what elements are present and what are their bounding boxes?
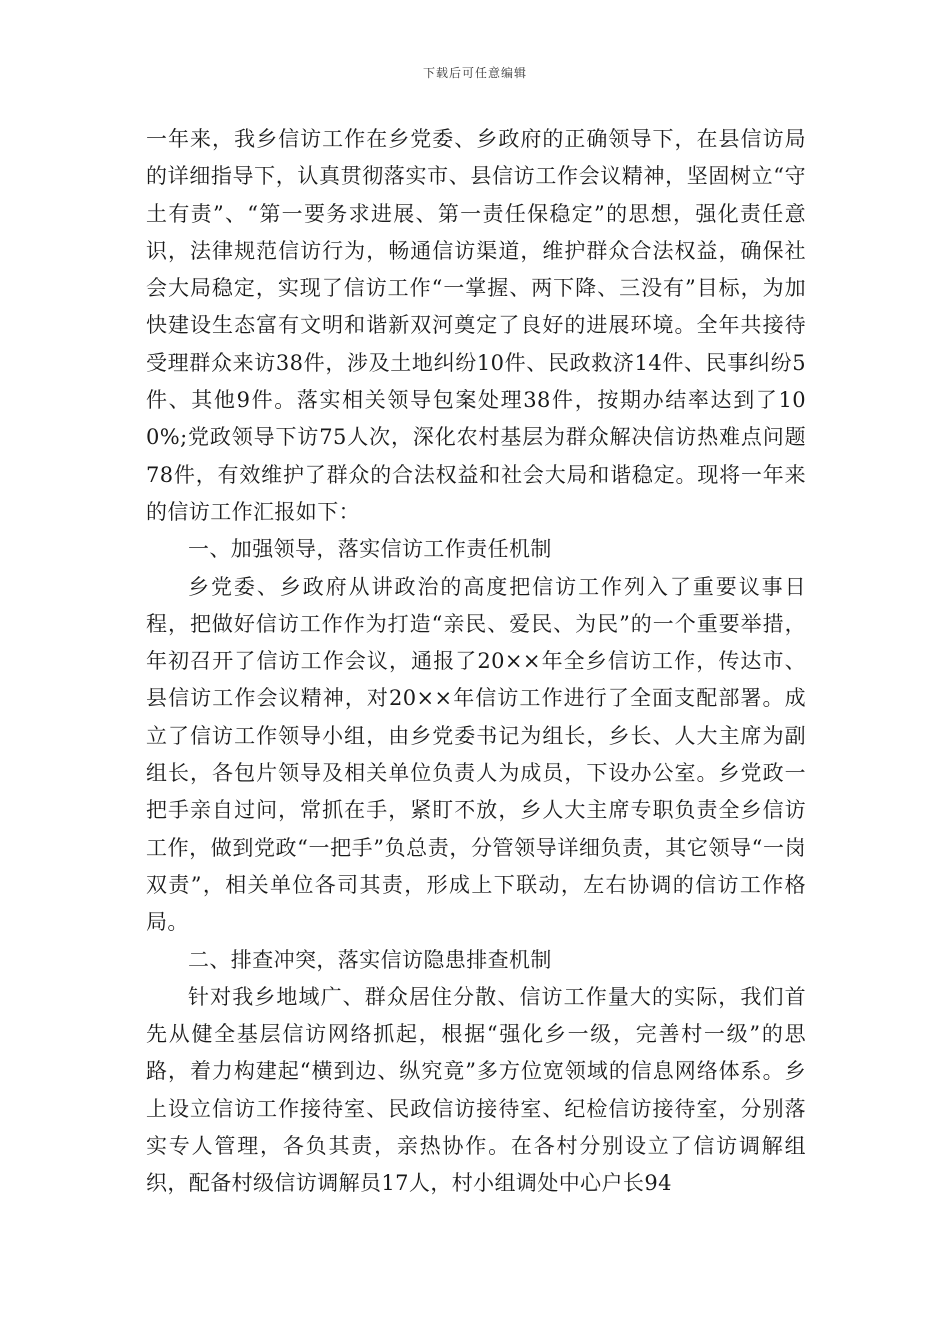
header-note: 下载后可任意编辑: [422, 66, 527, 80]
section-heading-1: 一、加强领导，落实信访工作责任机制: [188, 537, 552, 562]
section-1-paragraph: 乡党委、乡政府从讲政治的高度把信访工作列入了重要议事日程，把做好信访工作作为打造“亲民、爱民、为民”的一个重要举措，年初召开了信访工作会议，通报了20××年全乡信访工作，传达市、县信访工作会议精神，对20××年信访工作进行了全面支配部署。成立了信访工作领导小组，由乡党委书记为组长，乡长、人大主席为副组长，各包片领导及相关单位负责人为成员，下设办公室。乡党政一把手亲自过问，常抓在手，紧盯不放，乡人大主席专职负责全乡信访工作，做到党政“一把手”负总责，分管领导详细负责，其它领导“一岗双责”，相关单位各司其责，形成上下联动，左右协调的信访工作格局。: [146, 574, 806, 935]
document-body: [146, 121, 806, 1203]
intro-paragraph: 一年来，我乡信访工作在乡党委、乡政府的正确领导下，在县信访局的详细指导下，认真贯彻落实市、县信访工作会议精神，坚固树立“守土有责”、“第一要务求进展、第一责任保稳定”的思想，强化责任意识，法律规范信访行为，畅通信访渠道，维护群众合法权益，确保社会大局稳定，实现了信访工作“一掌握、两下降、三没有”目标，为加快建设生态富有文明和谐新双河奠定了良好的进展环境。全年共接待受理群众来访38件，涉及土地纠纷10件、民政救济14件、民事纠纷5件、其他9件。落实相关领导包案处理38件，按期办结率达到了100%;党政领导下访75人次，深化农村基层为群众解决信访热难点问题78件，有效维护了群众的合法权益和社会大局和谐稳定。现将一年来的信访工作汇报如下：: [146, 127, 806, 524]
section-2-paragraph: 针对我乡地域广、群众居住分散、信访工作量大的实际，我们首先从健全基层信访网络抓起，根据“强化乡一级，完善村一级”的思路，着力构建起“横到边、纵究竟”多方位宽领域的信息网络体系。乡上设立信访工作接待室、民政信访接待室、纪检信访接待室，分别落实专人管理，各负其责，亲热协作。在各村分别设立了信访调解组织，配备村级信访调解员17人，村小组调处中心户长94: [146, 984, 806, 1196]
section-heading-2: 二、排查冲突，落实信访隐患排查机制: [188, 947, 552, 972]
